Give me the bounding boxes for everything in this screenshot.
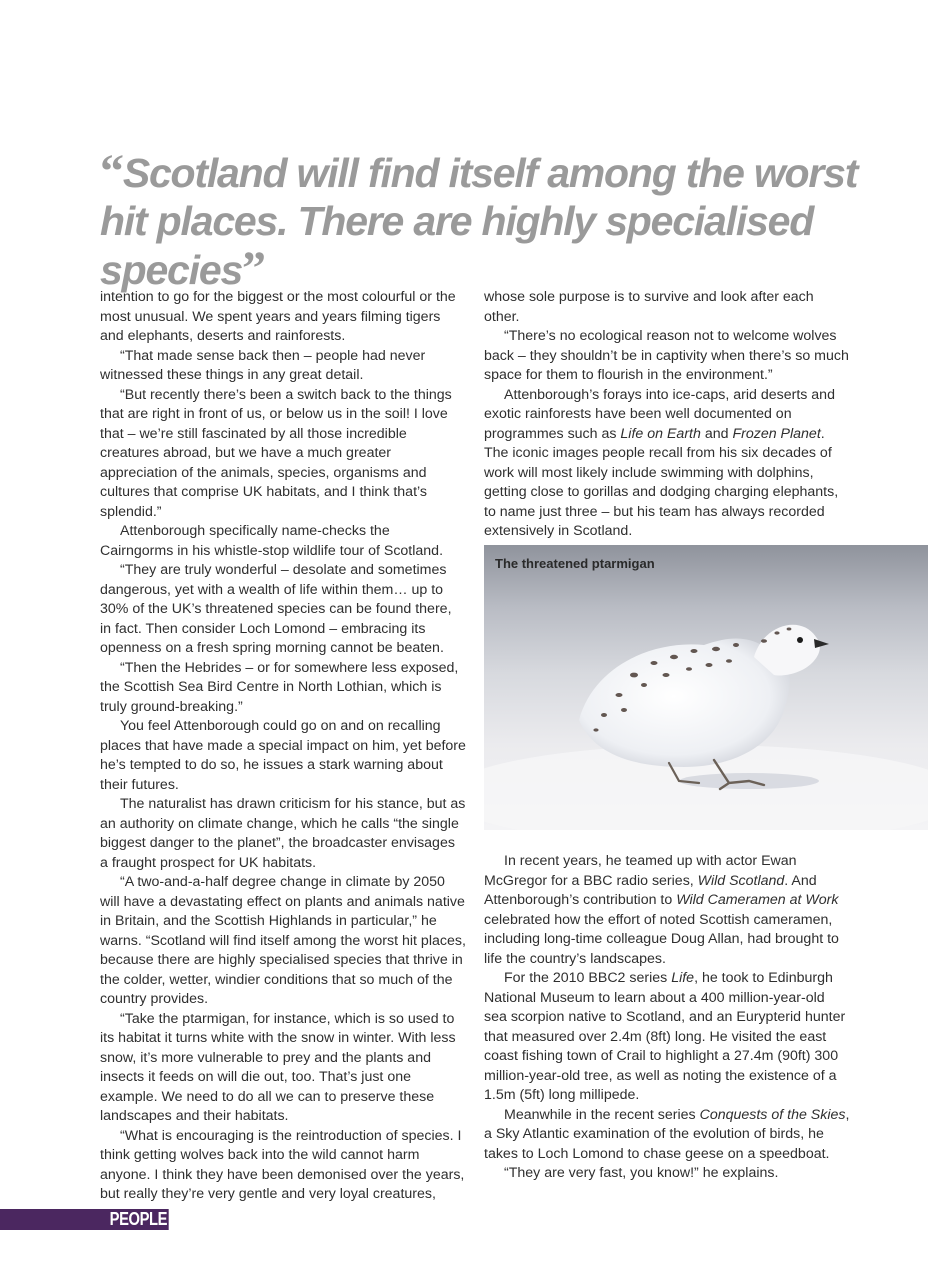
paragraph: You feel Attenborough could go on and on recalling places that have made a special impact on him, yet before he’s tempted to do so, he issues a stark warning about their futures. <box>100 718 466 793</box>
paragraph: whose sole purpose is to survive and look after each other. <box>484 289 814 325</box>
open-quote-mark: “ <box>100 145 123 198</box>
paragraph: For the 2010 BBC2 series Life, he took to Edinburgh National Museum to learn about a 400 million-year-old sea scorpion native to Scotland, and an Eurypterid hunter that measured over 2.4m (8ft) long. He visited the east coast fishing town of Crail to highlight a 27.4m (90ft) 300 million-year-old tree, as well as noting the existence of a 1.5m (5ft) long millipede. <box>484 970 846 1103</box>
programme-title: Life on Earth <box>620 425 701 442</box>
paragraph: In recent years, he teamed up with actor Ewan McGregor for a BBC radio series, Wild Scotland. And Attenborough’s contribution to Wild Cameramen at Work celebrated how the effort of noted Scottish cameramen, including long-time colleague Doug Allan, had brought to life the country’s landscapes. <box>484 853 839 967</box>
pull-quote-text: Scotland will find itself among the worst hit places. There are highly specialised species <box>100 150 858 293</box>
paragraph: “What is encouraging is the reintroduction of species. I think getting wolves back into the wild cannot harm anyone. I think they have been demonised over the years, but really they’re very gentle and very loyal creatures, <box>100 1127 465 1202</box>
close-quote-mark: ” <box>242 242 265 295</box>
section-accent-bar <box>0 1209 108 1230</box>
paragraph: Attenborough’s forays into ice-caps, arid deserts and exotic rainforests have been well documented on programmes such as Life on Earth and Frozen Planet. The iconic images people recall from his six decades of work will most likely include swimming with dolphins, getting close to gorillas and dodging charging elephants, to name just three – but his team has always recorded extensively in Scotland. <box>484 386 839 539</box>
pull-quote <box>100 145 900 295</box>
right-column-bottom <box>484 852 850 1184</box>
paragraph: The naturalist has drawn criticism for his stance, but as an authority on climate change, which he calls “the single biggest danger to the planet”, the broadcaster envisages a fraught prospect for UK habitats. <box>100 796 466 871</box>
paragraph: “Take the ptarmigan, for instance, which is so used to its habitat it turns white with the snow in winter. With less snow, it’s more vulnerable to prey and the plants and insects it feeds on will die out, too. That’s just one example. We need to do all we can to preserve these landscapes and their habitats. <box>100 1010 456 1124</box>
paragraph: “There’s no ecological reason not to welcome wolves back – they shouldn’t be in captivity when there’s so much space for them to flourish in the environment.” <box>484 328 849 383</box>
paragraph: “That made sense back then – people had never witnessed these things in any great detail. <box>100 347 426 383</box>
paragraph: “They are truly wonderful – desolate and sometimes dangerous, yet with a wealth of life within them… up to 30% of the UK’s threatened species can be found there, in fact. Then consider Loch Lomond – embracing its openness on a fresh spring morning cannot be beaten. <box>100 562 452 656</box>
programme-title: Conquests of the Skies <box>699 1106 846 1123</box>
right-column-top <box>484 288 850 542</box>
paragraph: Attenborough specifically name-checks the Cairngorms in his whistle-stop wildlife tour of Scotland. <box>100 523 444 559</box>
ptarmigan-illustration <box>484 545 928 830</box>
programme-title: Wild Scotland <box>697 872 785 889</box>
section-label: PEOPLE <box>109 1209 168 1229</box>
paragraph: “A two-and-a-half degree change in climate by 2050 will have a devastating effect on plants and animals native in Britain, and the Scottish Highlands in particular,” he warns. “Scotland will find itself among the worst hit places, because there are highly specialised species that thrive in the colder, wetter, windier conditions that so much of the country provides. <box>100 874 466 1007</box>
paragraph: “They are very fast, you know!” he explains. <box>504 1165 779 1181</box>
left-column <box>100 288 466 1205</box>
paragraph: intention to go for the biggest or the most colourful or the most unusual. We spent years and years filming tigers and elephants, deserts and rainforests. <box>100 289 456 344</box>
ptarmigan-photo <box>484 545 928 830</box>
programme-title: Life <box>671 970 695 986</box>
paragraph: “Then the Hebrides – or for somewhere less exposed, the Scottish Sea Bird Centre in North Lothian, which is truly ground-breaking.” <box>100 659 459 715</box>
programme-title: Wild Cameramen at Work <box>676 892 839 908</box>
photo-caption: The threatened ptarmigan <box>495 556 655 571</box>
paragraph: Meanwhile in the recent series Conquests of the Skies, a Sky Atlantic examination of the evolution of birds, he takes to Loch Lomond to chase geese on a speedboat. <box>484 1106 850 1162</box>
paragraph: “But recently there’s been a switch back to the things that are right in front of us, or below us in the soil! I love that – we’re still fascinated by all those incredible creatures abroad, but we have a much greater appreciation of the animals, species, organisms and cultures that comprise UK habitats, and I think that’s splendid.” <box>100 386 452 520</box>
programme-title: Frozen Planet <box>732 425 821 442</box>
